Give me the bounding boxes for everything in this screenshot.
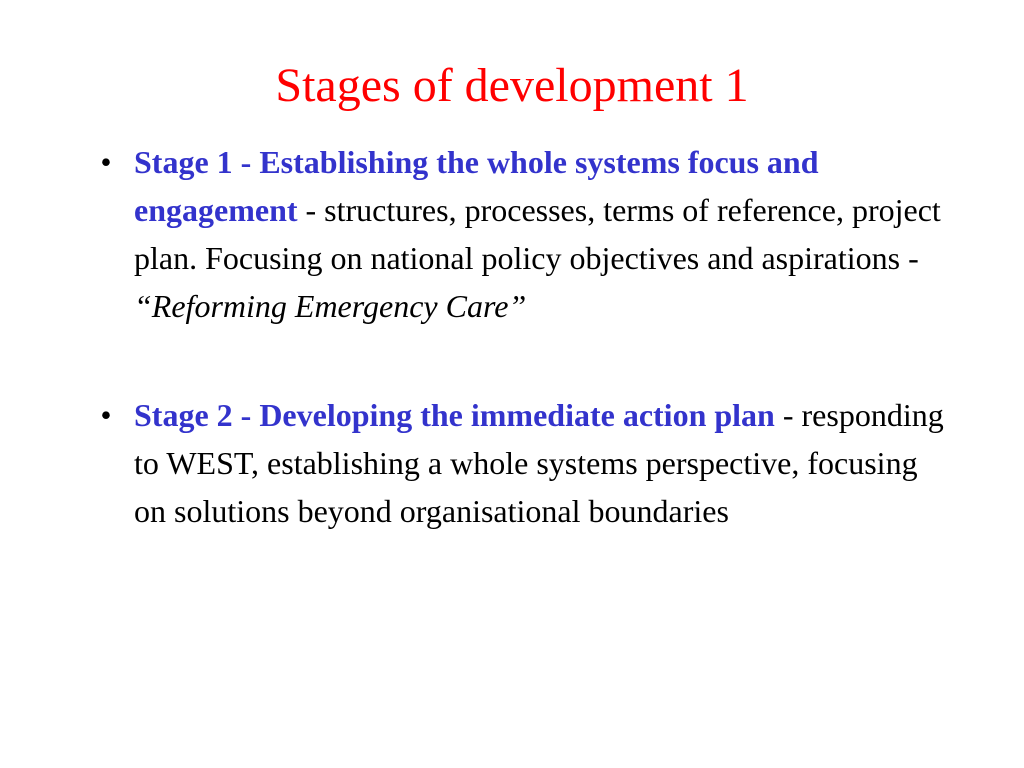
- stage-2-description: - responding to WEST, establishing a whole systems perspective, focusing on solutions beyond organisational boundaries: [134, 397, 944, 529]
- stage-1-description: - structures, processes, terms of reference, project plan. Focusing on national policy objectives and aspirations -: [134, 192, 941, 276]
- bullet-dot-icon: •: [100, 397, 112, 433]
- stage-1-heading: Stage 1 - Establishing the whole systems focus and engagement: [134, 144, 819, 228]
- bullet-list: [96, 138, 956, 535]
- slide-title: Stages of development 1: [275, 59, 749, 112]
- stage-2-heading: Stage 2 - Developing the immediate action plan: [134, 397, 775, 433]
- bullet-dot-icon: •: [100, 144, 112, 180]
- bullet-item-stage-2: [96, 391, 956, 535]
- bullet-item-stage-1: [96, 138, 956, 330]
- stage-1-quote: “Reforming Emergency Care”: [134, 288, 527, 324]
